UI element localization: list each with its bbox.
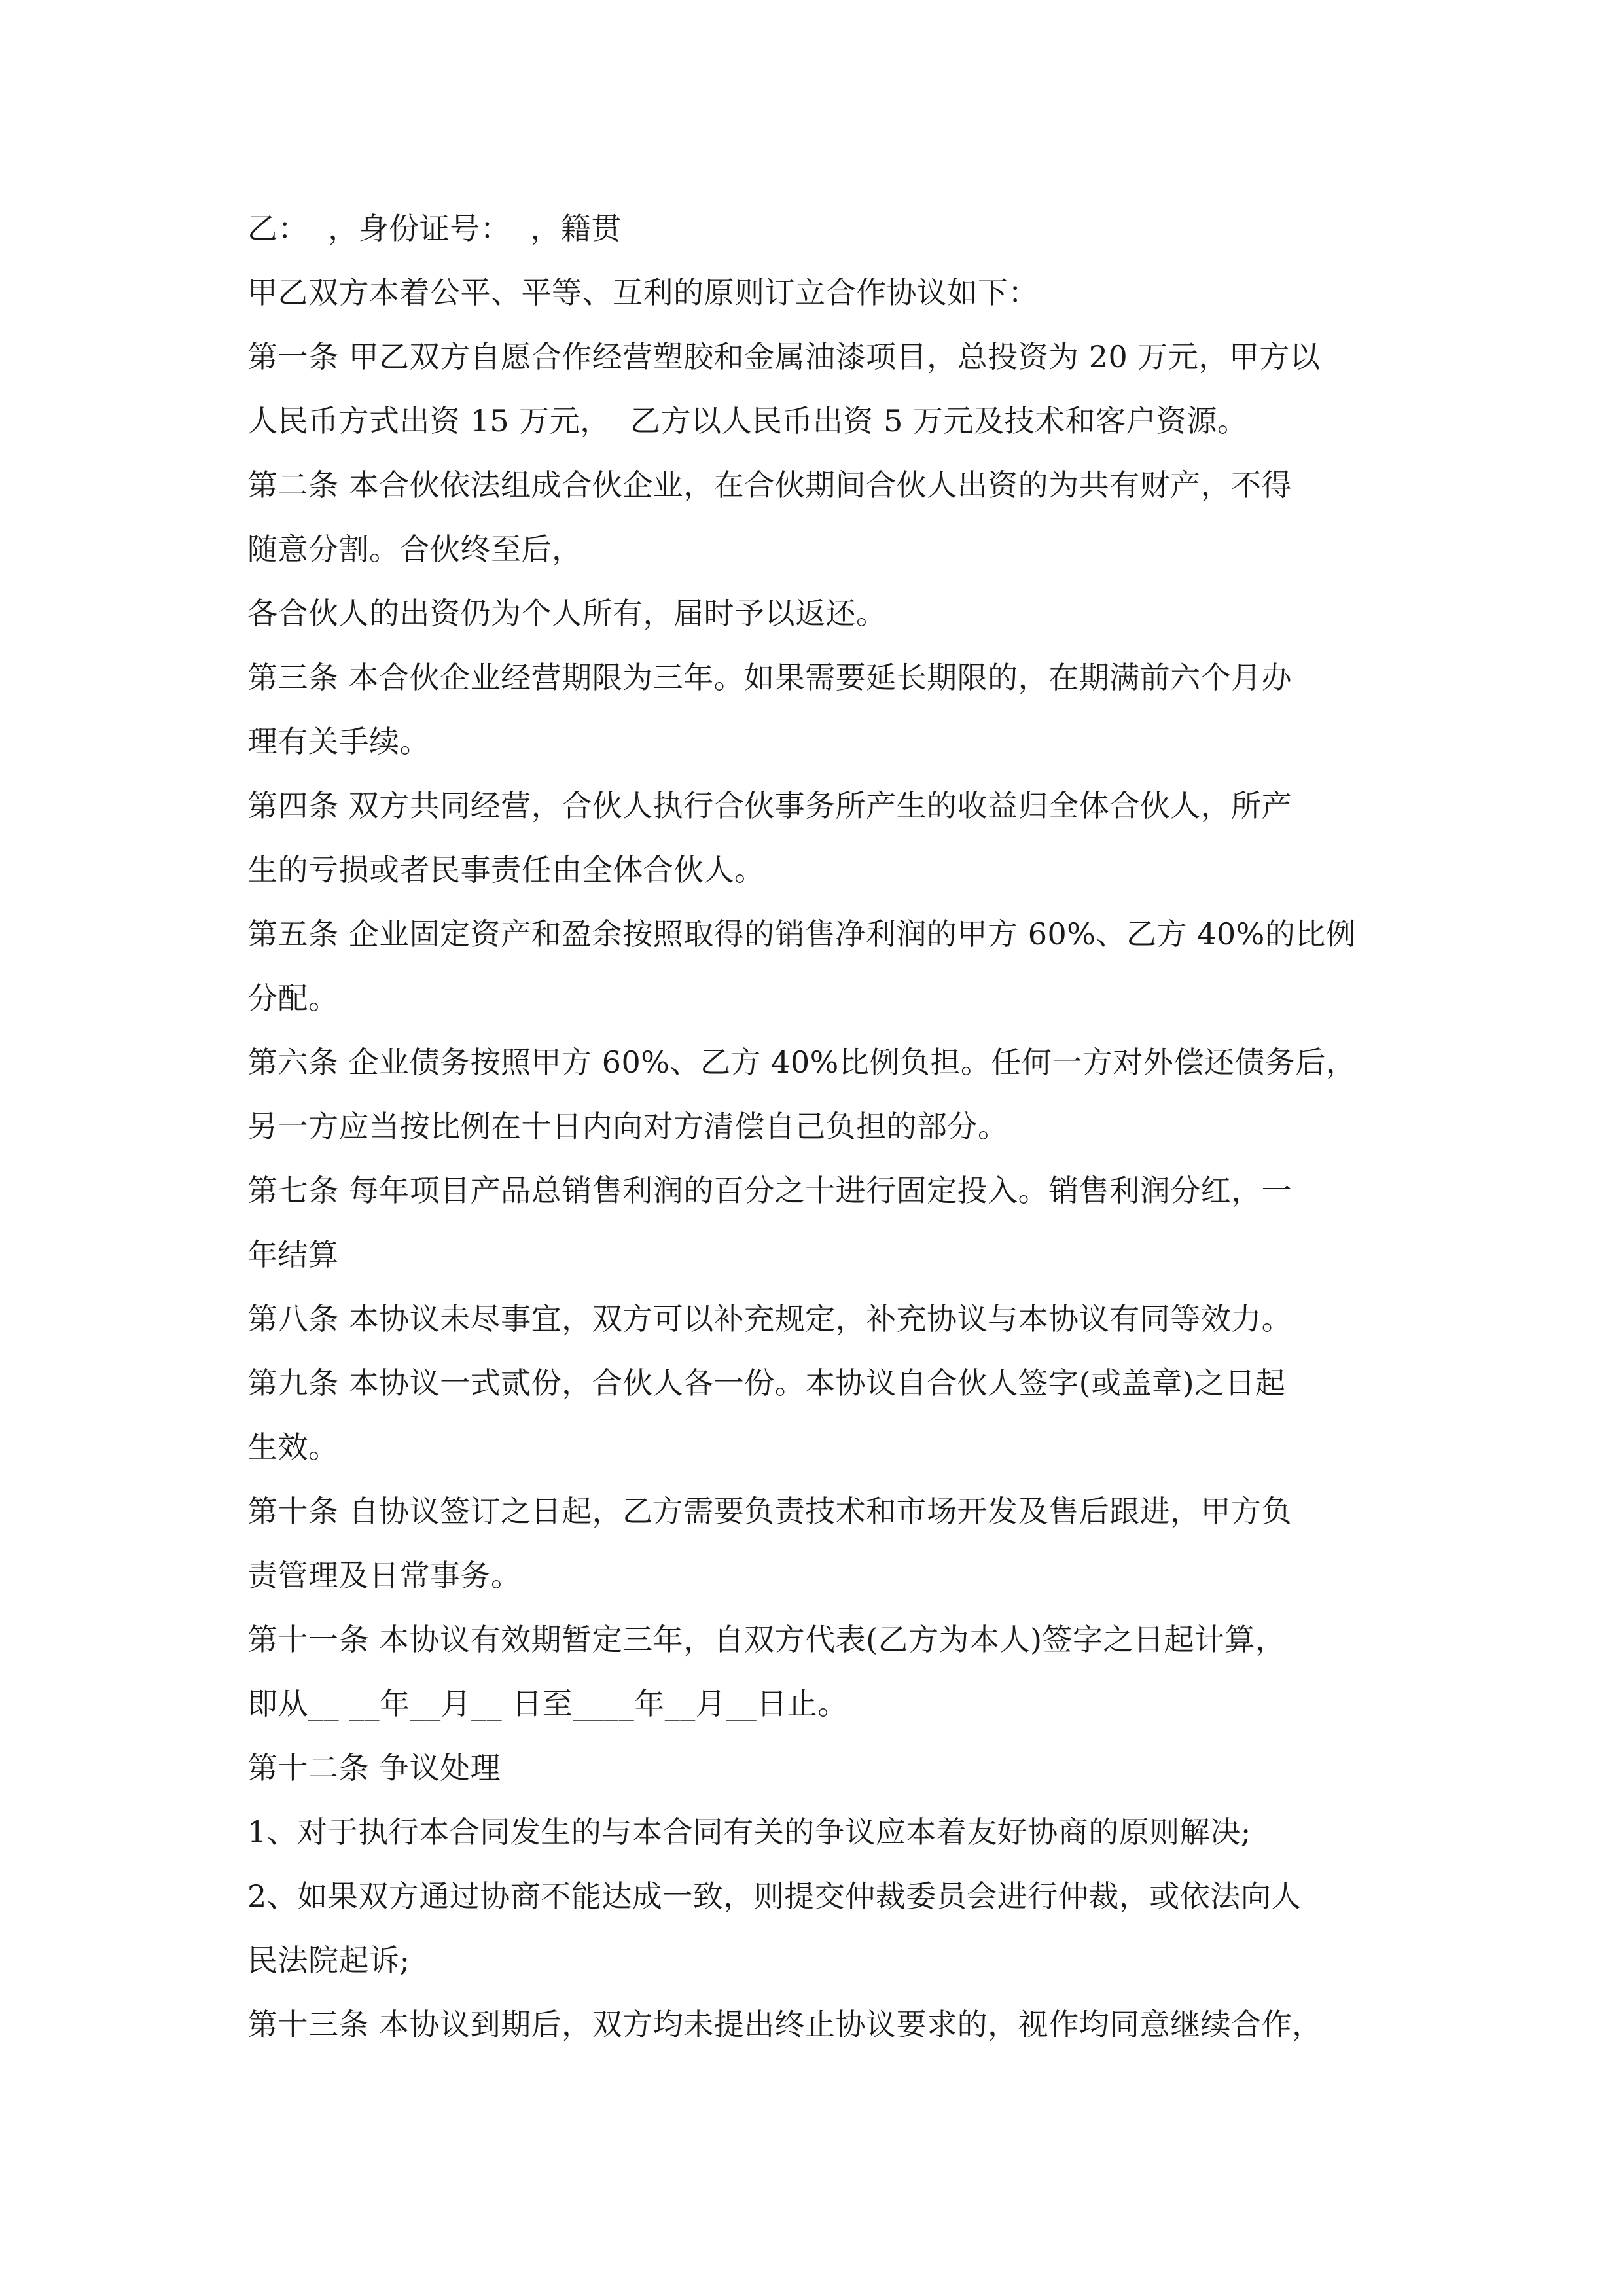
text-line: 生的亏损或者民事责任由全体合伙人。 [247,852,765,888]
text-line: 第一条 甲乙双方自愿合作经营塑胶和金属油漆项目，总投资为 20 万元，甲方以 [247,339,1321,374]
text-line: 第六条 企业债务按照甲方 60%、乙方 40%比例负担。任何一方对外偿还债务后， [247,1045,1357,1080]
text-line: 随意分割。合伙终至后， [247,531,582,567]
text-line: 2、如果双方通过协商不能达成一致，则提交仲裁委员会进行仲裁，或依法向人 [247,1878,1302,1914]
text-line: 第四条 双方共同经营，合伙人执行合伙事务所产生的收益归全体合伙人，所产 [247,788,1293,823]
text-line: 年结算 [247,1237,339,1272]
text-line: 第二条 本合伙依法组成合伙企业，在合伙期间合伙人出资的为共有财产，不得 [247,467,1293,503]
text-line: 1、对于执行本合同发生的与本合同有关的争议应本着友好协商的原则解决; [247,1814,1251,1850]
text-line: 人民币方式出资 15 万元， 乙方以人民币出资 5 万元及技术和客户资源。 [247,403,1248,439]
text-line: 即从__ __年__月__ 日至____年__月__日止。 [247,1686,848,1721]
text-line: 第五条 企业固定资产和盈余按照取得的销售净利润的甲方 60%、乙方 40%的比例 [247,916,1357,952]
text-line: 甲乙双方本着公平、平等、互利的原则订立合作协议如下： [247,275,1039,310]
text-line: 第七条 每年项目产品总销售利润的百分之十进行固定投入。销售利润分红，一 [247,1173,1293,1208]
text-line: 理有关手续。 [247,724,430,759]
text-line: 第三条 本合伙企业经营期限为三年。如果需要延长期限的，在期满前六个月办 [247,660,1293,695]
text-line: 第十条 自协议签订之日起，乙方需要负责技术和市场开发及售后跟进，甲方负 [247,1494,1293,1529]
text-line: 第十一条 本协议有效期暂定三年，自双方代表(乙方为本人)签字之日起计算， [247,1622,1286,1657]
text-line: 生效。 [247,1429,339,1465]
text-line: 第十三条 本协议到期后，双方均未提出终止协议要求的，视作均同意继续合作， [247,2007,1323,2042]
text-line: 各合伙人的出资仍为个人所有，届时予以返还。 [247,596,887,631]
text-line: 责管理及日常事务。 [247,1558,522,1593]
text-line: 第十二条 争议处理 [247,1750,501,1785]
text-line: 另一方应当按比例在十日内向对方清偿自己负担的部分。 [247,1109,1008,1144]
text-line: 分配。 [247,980,339,1016]
document-body [247,196,1399,2056]
text-line: 第八条 本协议未尽事宜，双方可以补充规定，补充协议与本协议有同等效力。 [247,1301,1293,1336]
text-line: 民法院起诉; [247,1943,410,1978]
text-line: 乙： ，身份证号： ，籍贯 [247,211,622,246]
text-line: 第九条 本协议一式贰份，合伙人各一份。本协议自合伙人签字(或盖章)之日起 [247,1365,1286,1401]
